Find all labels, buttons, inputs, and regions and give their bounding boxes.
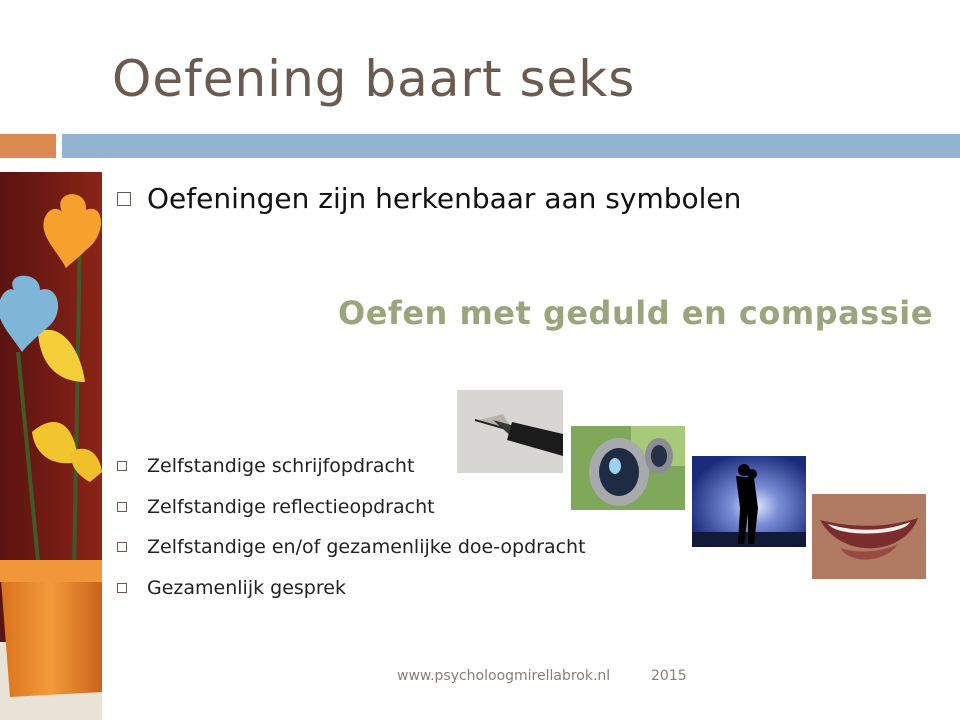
list-item-label: Zelfstandige schrijfopdracht [147,455,415,478]
footer-url: www.psycholoogmirellabrok.nl [397,668,611,684]
list-item [117,487,586,528]
footer-year: 2015 [651,668,687,684]
main-bullet-text: Oefeningen zijn herkenbaar aan symbolen [147,182,742,215]
slide-title: Oefening baart seks [112,50,636,108]
main-bullet [117,182,741,215]
list-item-label: Zelfstandige reflectieopdracht [147,495,435,518]
square-bullet-icon [117,583,127,593]
square-bullet-icon [117,542,127,552]
smiling-lips-icon [812,494,926,579]
accent-bar-blue [62,134,960,158]
heart-flowers-photo [0,172,102,720]
binoculars-icon [571,426,685,510]
square-bullet-icon [117,502,127,512]
fountain-pen-icon [457,390,563,473]
accent-bar-orange [0,134,56,158]
list-item-label: Zelfstandige en/of gezamenlijke doe-opdracht [147,536,586,559]
list-item [117,527,586,568]
list-item [117,568,586,609]
square-bullet-icon [117,461,127,471]
square-bullet-icon [117,192,131,206]
couple-silhouette-moon-icon [692,456,806,547]
highlight-text: Oefen met geduld en compassie [338,294,933,332]
list-item-label: Gezamenlijk gesprek [147,576,346,599]
